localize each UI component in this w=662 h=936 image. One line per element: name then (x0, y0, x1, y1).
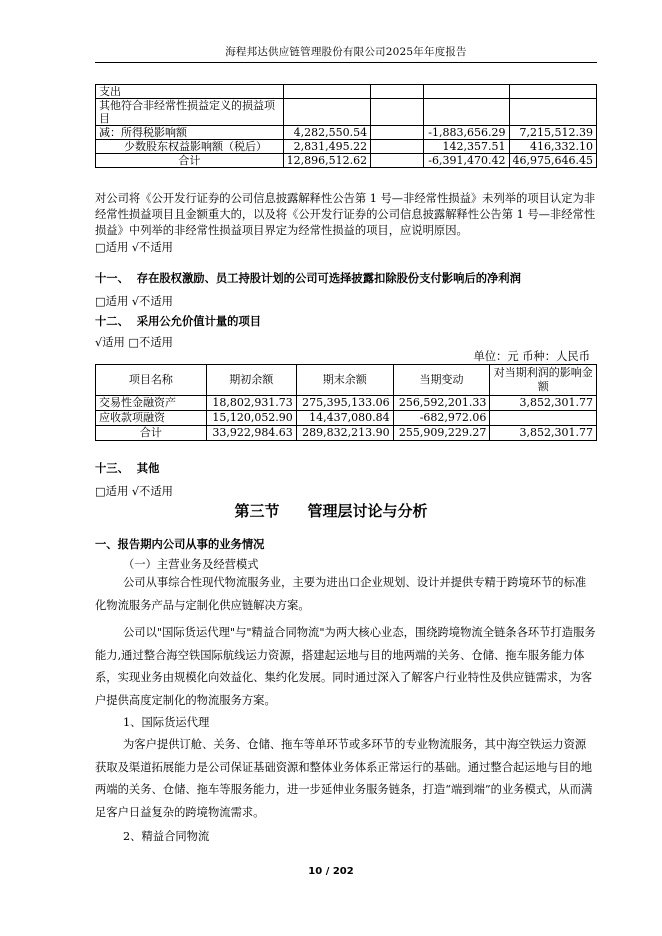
cell: 416,332.10 (509, 140, 597, 154)
unit-note: 单位：元 币种：人民币 (473, 350, 590, 363)
section-heading-12 (95, 313, 261, 329)
applicability-checkbox: □适用 √不适用 (95, 241, 173, 254)
table-row (96, 99, 597, 126)
paragraph: 为客户提供订舱、关务、仓储、拖车等单环节或多环节的专业物流服务，其中海空铁运力资源获取及渠道拓展能力是公司保证基础资源和整体业务体系正常运行的基础。通过整合起运地与目的地两端的关务、仓储、拖车等服务能力，进一步延伸业务服务链条，打造“端到端”的业务模式，从而满足客户日益复杂的跨境物流需求。 (95, 738, 593, 819)
cell: -682,972.06 (393, 411, 490, 426)
cell: 46,975,646.45 (509, 154, 597, 168)
column-header: 当期变动 (393, 365, 490, 396)
table-row (96, 396, 597, 411)
running-header: 海程邦达供应链管理股份有限公司2025年年度报告 (225, 46, 467, 58)
column-header: 项目名称 (96, 365, 207, 396)
explanation-paragraph: 对公司将《公开发行证券的公司信息披露解释性公告第 1 号—非经常性损益》未列举的项目认定为非经常性损益项目且金额重大的，以及将《公开发行证券的公司信息披露解释性公告第 1 号—非经常性损益》中列举的非经常性损益项目界定为经常性损益的项目，应说明原因。 (95, 192, 596, 237)
subheading-main-business: （一）主营业务及经营模式 (123, 558, 259, 571)
table-row (96, 154, 597, 168)
applicability-checkbox: □适用 √不适用 (95, 295, 173, 308)
cell (509, 85, 597, 99)
section-heading-13 (95, 460, 159, 476)
row-label: 合计 (96, 426, 207, 441)
table-row (96, 140, 597, 154)
item-heading: 2、精益合同物流 (123, 830, 210, 843)
cell: -1,883,656.29 (423, 126, 509, 140)
paragraph: 公司以"国际货运代理"与"精益合同物流"为两大核心业态，围绕跨境物流全链条各环节打造服务能力,通过整合海空铁国际航线运力资源，搭建起运地与目的地两端的关务、仓储、拖车服务能力体系，实现业务由规模化向效益化、集约化发展。同时通过深入了解客户行业特性及供应链需求，为客户提供高度定制化的物流服务方案。 (95, 626, 596, 707)
cell: 3,852,301.77 (490, 396, 597, 411)
section-heading-11 (95, 270, 521, 286)
row-label: 减：所得税影响额 (96, 126, 284, 140)
table-row (96, 126, 597, 140)
column-header: 对当期利润的影响金额 (490, 365, 597, 396)
chapter-number: 第三节 (234, 502, 280, 520)
section-title: 存在股权激励、员工持股计划的公司可选择披露扣除股份支付影响后的净利润 (136, 271, 521, 285)
cell: 289,832,213.90 (296, 426, 393, 441)
cell (423, 99, 509, 126)
section-number: 十三、 (95, 461, 129, 475)
section-number: 十二、 (95, 314, 129, 328)
table-row (96, 426, 597, 441)
row-label: 应收款项融资 (96, 411, 207, 426)
cell (283, 85, 370, 99)
row-label: 少数股东权益影响额（税后） (96, 140, 284, 154)
cell: 2,831,495.22 (283, 140, 370, 154)
row-label: 其他符合非经常性损益定义的损益项目 (96, 99, 284, 126)
cell: 275,395,133.06 (296, 396, 393, 411)
cell (490, 411, 597, 426)
cell (371, 126, 423, 140)
table-row (96, 85, 597, 99)
applicability-checkbox: □适用 √不适用 (95, 485, 173, 498)
item-heading: 1、国际货运代理 (123, 716, 210, 729)
table-row (96, 411, 597, 426)
cell: 7,215,512.39 (509, 126, 597, 140)
cell: 14,437,080.84 (296, 411, 393, 426)
fair-value-table (95, 364, 597, 441)
paragraph: 公司从事综合性现代物流服务业，主要为进出口企业规划、设计并提供专精于跨境环节的标准化物流服务产品与定制化供应链解决方案。 (95, 576, 587, 612)
header-rule (95, 62, 597, 63)
page-number: 10 / 202 (308, 866, 354, 877)
cell: 255,909,229.27 (393, 426, 490, 441)
cell (371, 99, 423, 126)
column-header: 期末余额 (296, 365, 393, 396)
cell: 15,120,052.90 (206, 411, 296, 426)
column-header: 期初余额 (206, 365, 296, 396)
row-label: 支出 (96, 85, 284, 99)
cell: 12,896,512.62 (283, 154, 370, 168)
section-title: 采用公允价值计量的项目 (136, 314, 262, 328)
row-label: 合计 (96, 154, 284, 168)
chapter-name: 管理层讨论与分析 (307, 502, 428, 520)
table-header-row (96, 365, 597, 396)
row-label: 交易性金融资产 (96, 396, 207, 411)
cell (371, 85, 423, 99)
cell: 18,802,931.73 (206, 396, 296, 411)
heading-business: 一、报告期内公司从事的业务情况 (95, 537, 265, 551)
section-title: 其他 (136, 461, 160, 475)
cell: 142,357.51 (423, 140, 509, 154)
cell: 256,592,201.33 (393, 396, 490, 411)
chapter-title (0, 500, 662, 521)
cell: 4,282,550.54 (283, 126, 370, 140)
cell: 33,922,984.63 (206, 426, 296, 441)
section-number: 十一、 (95, 271, 129, 285)
cell (423, 85, 509, 99)
cell: -6,391,470.42 (423, 154, 509, 168)
non-recurring-gains-table (95, 84, 597, 168)
cell (371, 154, 423, 168)
cell (283, 99, 370, 126)
cell (509, 99, 597, 126)
applicability-checkbox: √适用 □不适用 (95, 336, 173, 349)
cell (371, 140, 423, 154)
cell: 3,852,301.77 (490, 426, 597, 441)
